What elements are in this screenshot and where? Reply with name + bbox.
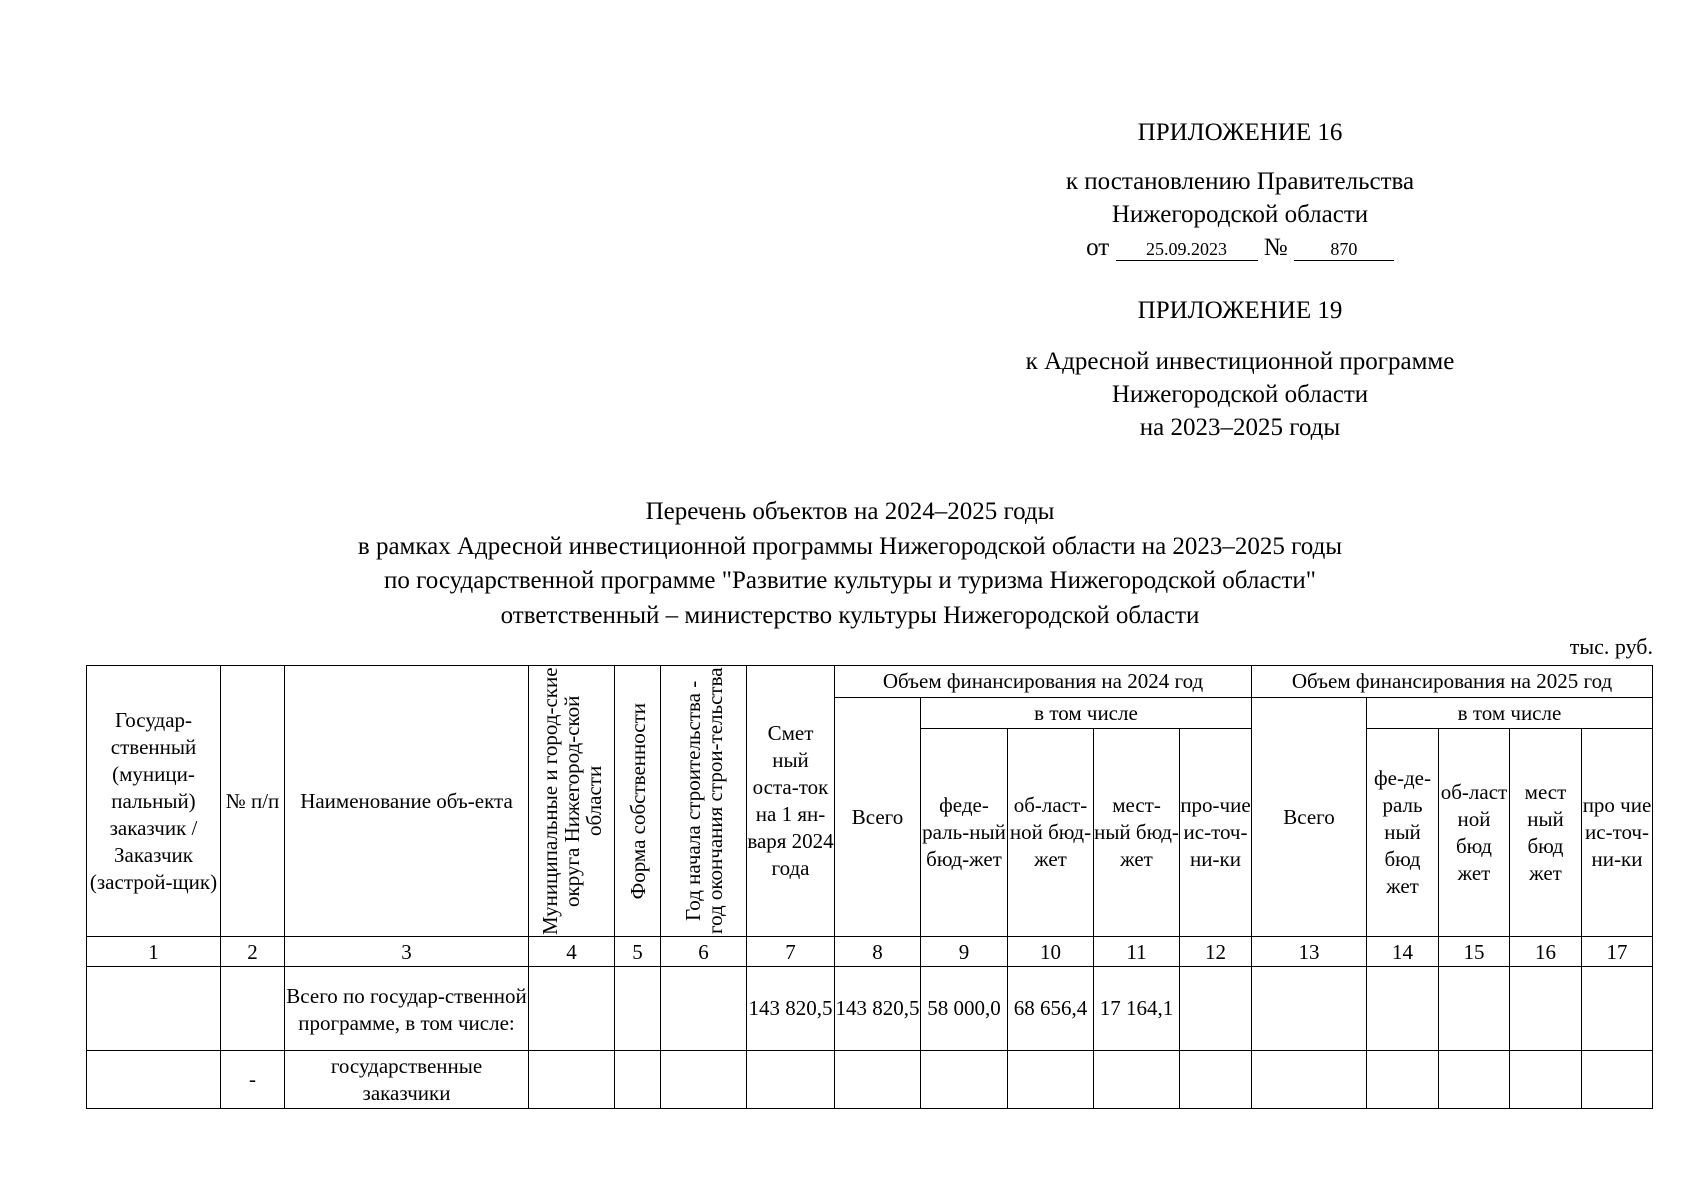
- header-total-2024: Всего: [835, 698, 921, 937]
- header-districts-text: Муниципальные и город-ские округа Нижегород-ской области: [537, 667, 606, 935]
- header-other-2024: про-чие ис-точ-ни-ки: [1180, 729, 1252, 937]
- cell-total-2024: 143 820,5: [835, 967, 921, 1051]
- header-ownership-text: Форма собственности: [625, 702, 650, 900]
- cell-federal-2024: 58 000,0: [921, 967, 1008, 1051]
- date-prefix: от: [1086, 234, 1110, 261]
- cell-ownership: [615, 967, 661, 1051]
- header-including-2024: в том числе: [921, 698, 1252, 729]
- cell-other-2024: [1180, 967, 1252, 1051]
- column-numbers-row: [87, 937, 1653, 967]
- header-including-2025: в том числе: [1367, 698, 1653, 729]
- col-number: 9: [921, 937, 1008, 967]
- col-number: 15: [1439, 937, 1510, 967]
- title-line-4: ответственный – министерство культуры Нижегородской области: [500, 601, 1200, 629]
- header-districts: [529, 666, 615, 937]
- cell-local-2024: [1094, 1051, 1180, 1109]
- col-number: 17: [1582, 937, 1653, 967]
- title-line-2: в рамках Адресной инвестиционной программы Нижегородской области на 2023–2025 годы: [357, 532, 1343, 560]
- cell-federal-2024: [921, 1051, 1008, 1109]
- header-object-name: Наименование объ-екта: [285, 666, 529, 937]
- table-row-total: [87, 967, 1653, 1051]
- cell-total-2025: [1252, 967, 1367, 1051]
- unit-label: тыс. руб.: [1569, 634, 1653, 659]
- cell-years: [661, 1051, 747, 1109]
- cell-other-2025: [1582, 967, 1653, 1051]
- cell-local-2025: [1510, 967, 1582, 1051]
- header-federal-2024: феде-раль-ный бюд-жет: [921, 729, 1008, 937]
- col-number: 1: [87, 937, 221, 967]
- cell-years: [661, 967, 747, 1051]
- cell-regional-2025: [1439, 967, 1510, 1051]
- decree-number: 870: [1294, 238, 1394, 261]
- header-financing-2024: Объем финансирования на 2024 год: [835, 666, 1252, 698]
- cell-balance: [747, 1051, 835, 1109]
- col-number: 3: [285, 937, 529, 967]
- decree-line-2: Нижегородской области: [1111, 201, 1369, 228]
- col-number: 4: [529, 937, 615, 967]
- header-years-text: Год начала строительства - год окончания строи-тельства: [680, 667, 727, 935]
- cell-customer: [87, 967, 221, 1051]
- program-line-3: на 2023–2025 годы: [1139, 414, 1341, 441]
- program-reference: [980, 345, 1500, 444]
- header-financing-2025: Объем финансирования на 2025 год: [1252, 666, 1653, 698]
- col-number: 7: [747, 937, 835, 967]
- cell-districts: [529, 1051, 615, 1109]
- header-total-2025: Всего: [1252, 698, 1367, 937]
- decree-line-1: к постановлению Правительства: [1065, 168, 1415, 195]
- col-number: 2: [221, 937, 285, 967]
- cell-balance: 143 820,5: [747, 967, 835, 1051]
- header-federal-2025: фе-де-раль ный бюд жет: [1367, 729, 1439, 937]
- cell-index: [221, 967, 285, 1051]
- program-line-2: Нижегородской области: [1111, 381, 1369, 408]
- cell-index: -: [221, 1051, 285, 1109]
- header-local-2024: мест-ный бюд-жет: [1094, 729, 1180, 937]
- cell-districts: [529, 967, 615, 1051]
- cell-total-2025: [1252, 1051, 1367, 1109]
- cell-local-2024: 17 164,1: [1094, 967, 1180, 1051]
- appendix-16-heading: ПРИЛОЖЕНИЕ 16: [1137, 119, 1343, 146]
- header-balance: Смет ный оста-ток на 1 ян-варя 2024 года: [747, 666, 835, 937]
- col-number: 10: [1008, 937, 1094, 967]
- col-number: 16: [1510, 937, 1582, 967]
- cell-regional-2024: [1008, 1051, 1094, 1109]
- header-regional-2024: об-ласт-ной бюд-жет: [1008, 729, 1094, 937]
- cell-regional-2025: [1439, 1051, 1510, 1109]
- title-line-1: Перечень объектов на 2024–2025 годы: [645, 498, 1055, 525]
- number-sign: №: [1263, 234, 1288, 261]
- cell-object-name: Всего по государ-ственной программе, в том числе:: [285, 967, 529, 1051]
- objects-table: [86, 665, 1653, 1109]
- decree-date: 25.09.2023: [1116, 238, 1258, 261]
- cell-federal-2025: [1367, 1051, 1439, 1109]
- header-local-2025: мест ный бюд жет: [1510, 729, 1582, 937]
- cell-other-2025: [1582, 1051, 1653, 1109]
- title-line-3: по государственной программе "Развитие культуры и туризма Нижегородской области": [383, 567, 1317, 594]
- header-ownership: [615, 666, 661, 937]
- table-row-state-customers: [87, 1051, 1653, 1109]
- cell-object-name: государственные заказчики: [285, 1051, 529, 1109]
- header-customer: Государ-ственный (муници-пальный) заказчик / Заказчик (застрой-щик): [87, 666, 221, 937]
- cell-local-2025: [1510, 1051, 1582, 1109]
- cell-regional-2024: 68 656,4: [1008, 967, 1094, 1051]
- program-line-1: к Адресной инвестиционной программе: [1025, 348, 1455, 375]
- col-number: 5: [615, 937, 661, 967]
- col-number: 6: [661, 937, 747, 967]
- col-number: 12: [1180, 937, 1252, 967]
- appendix-19-heading: ПРИЛОЖЕНИЕ 19: [1137, 297, 1343, 324]
- cell-ownership: [615, 1051, 661, 1109]
- cell-total-2024: [835, 1051, 921, 1109]
- header-years: [661, 666, 747, 937]
- col-number: 11: [1094, 937, 1180, 967]
- decree-reference: [1000, 165, 1480, 264]
- cell-other-2024: [1180, 1051, 1252, 1109]
- col-number: 14: [1367, 937, 1439, 967]
- col-number: 13: [1252, 937, 1367, 967]
- header-other-2025: про чие ис-точ-ни-ки: [1582, 729, 1653, 937]
- header-regional-2025: об-ласт ной бюд жет: [1439, 729, 1510, 937]
- cell-customer: [87, 1051, 221, 1109]
- header-index: № п/п: [221, 666, 285, 937]
- decree-date-line: [1000, 231, 1480, 264]
- col-number: 8: [835, 937, 921, 967]
- cell-federal-2025: [1367, 967, 1439, 1051]
- document-title: [280, 495, 1420, 633]
